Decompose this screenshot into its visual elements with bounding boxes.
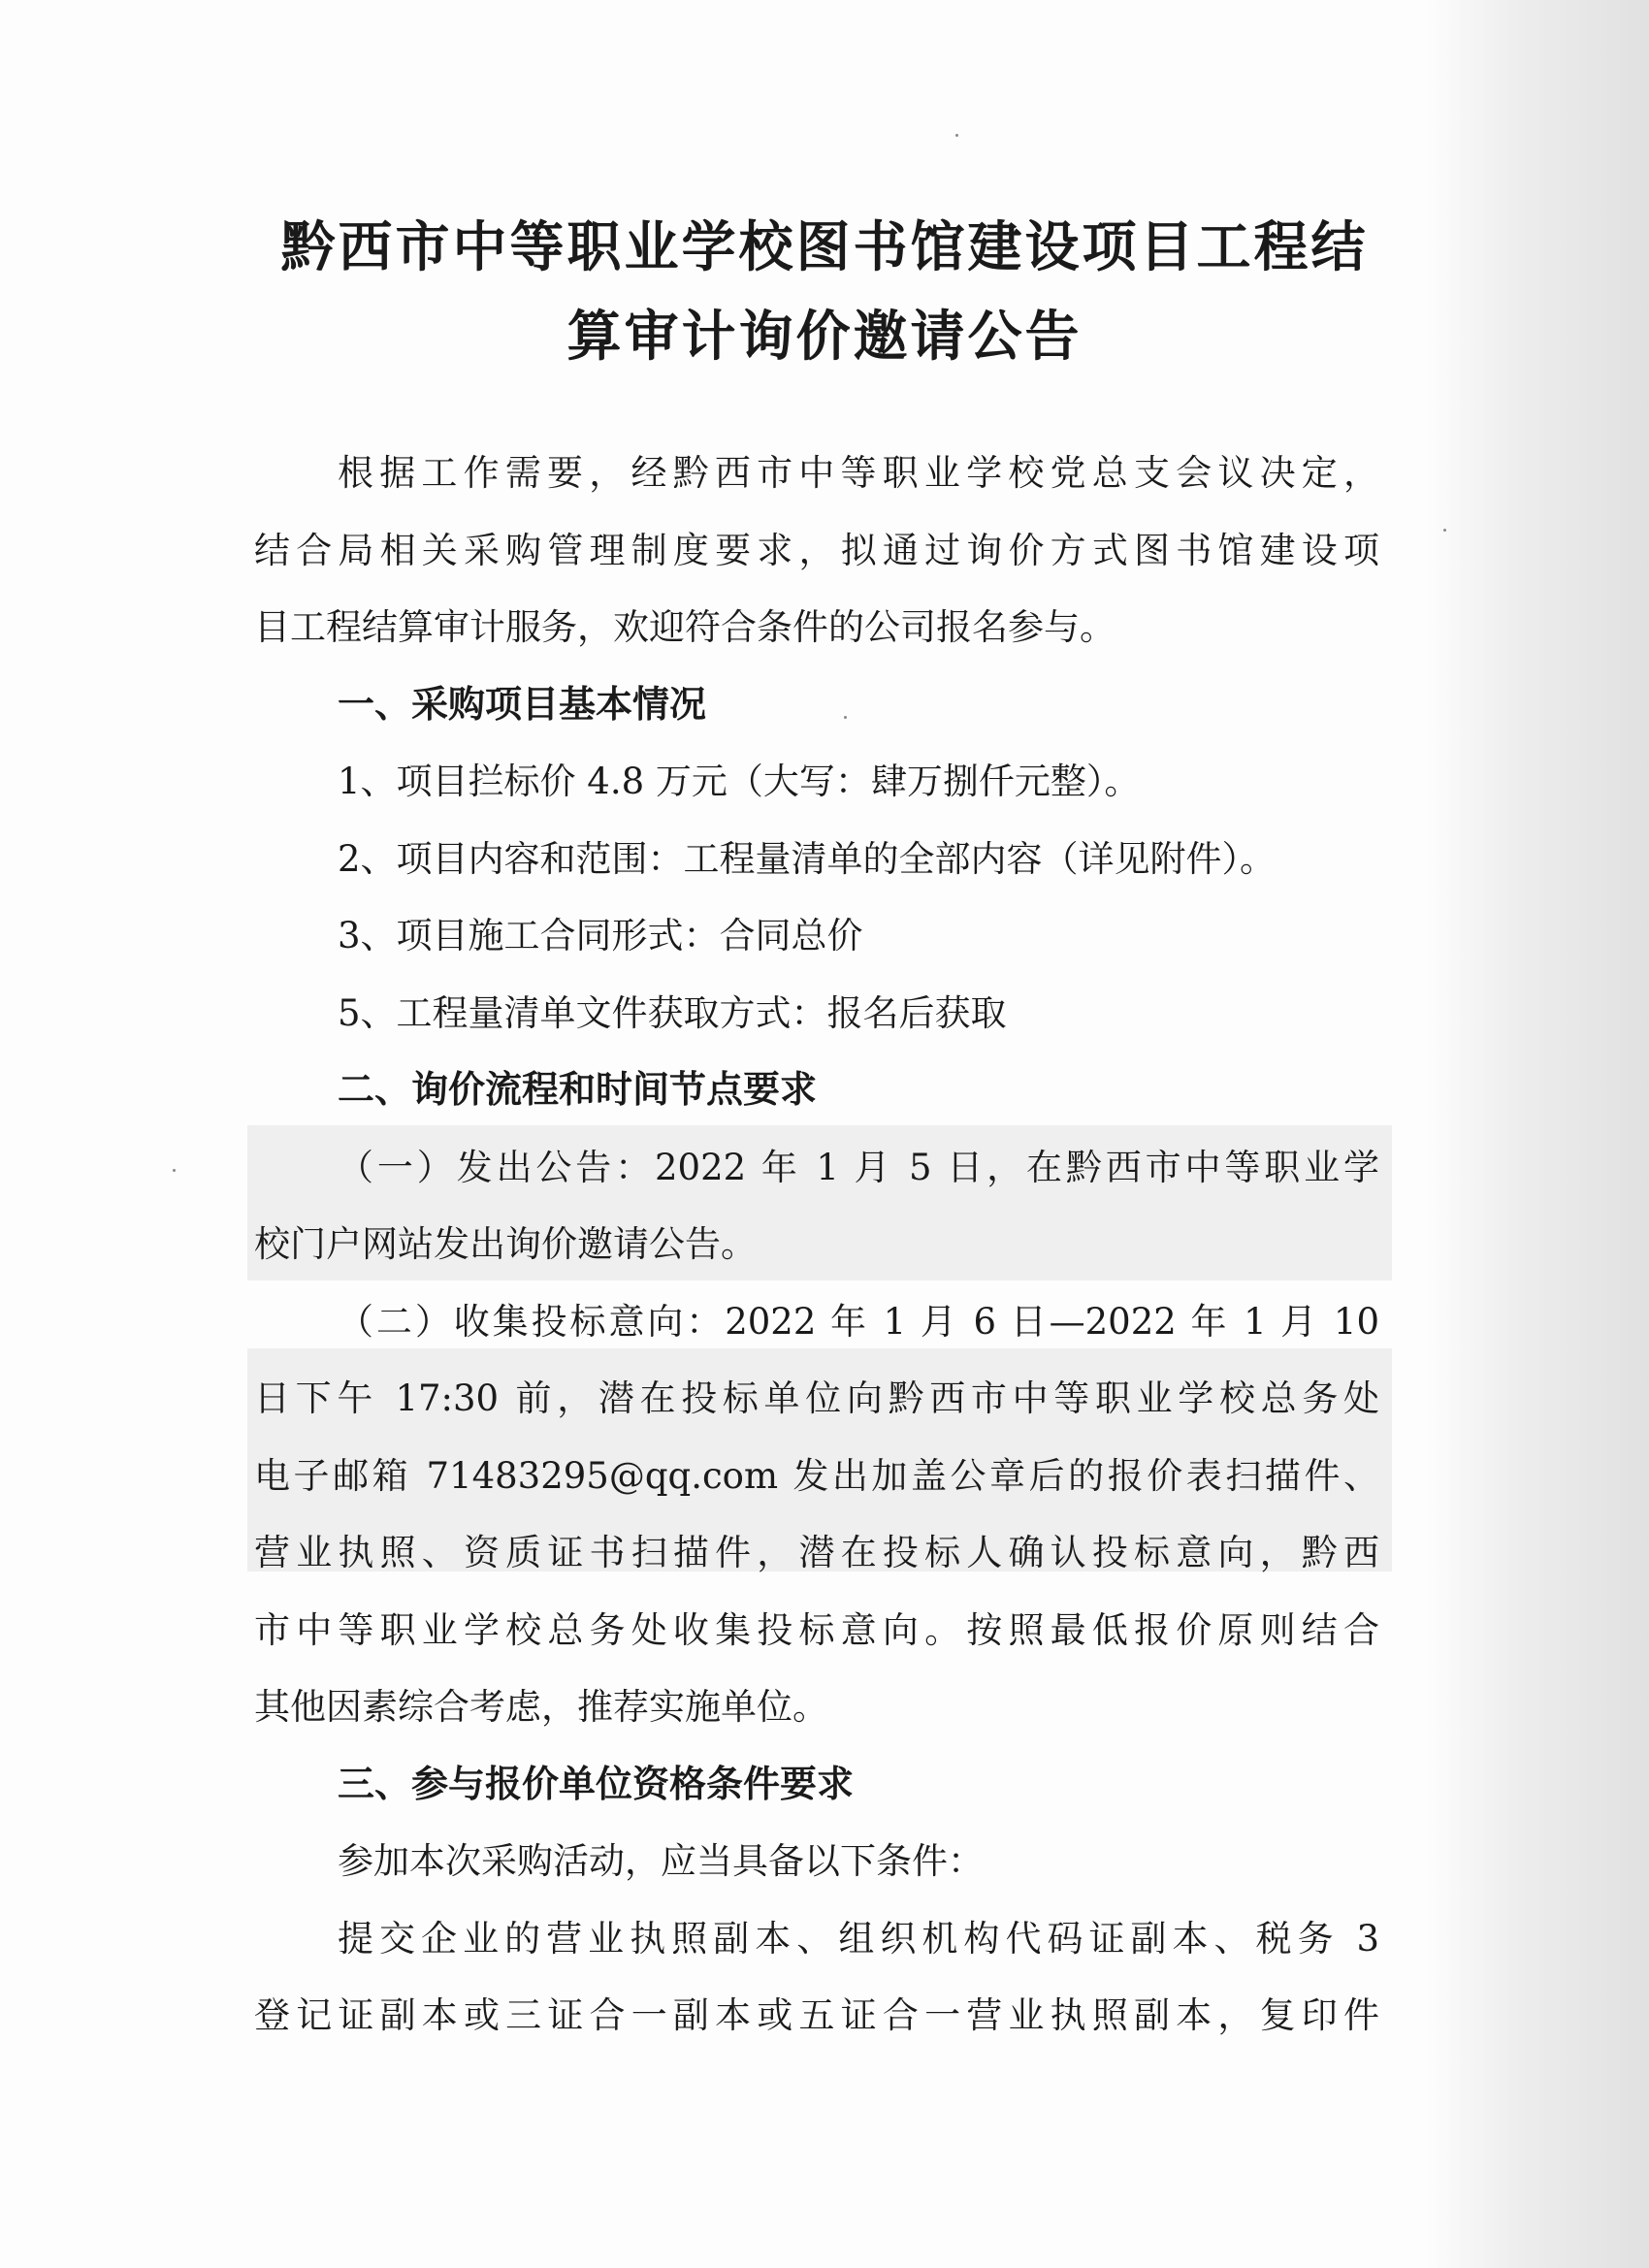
section-heading-2: 二、询价流程和时间节点要求 bbox=[338, 1068, 818, 1111]
section-heading-3: 三、参与报价单位资格条件要求 bbox=[338, 1762, 855, 1805]
scan-shadow bbox=[1426, 0, 1649, 2268]
section-3-paragraph bbox=[254, 1900, 1379, 2055]
section-2-paragraph-1 bbox=[254, 1129, 1379, 1283]
title-line-2: 算审计询价邀请公告 bbox=[566, 306, 1083, 369]
paragraph-line: 其他因素综合考虑，推荐实施单位。 bbox=[254, 1686, 828, 1728]
scan-speck bbox=[1443, 529, 1446, 532]
section-1-items bbox=[254, 743, 1379, 1052]
intro-line: 根据工作需要，经黔西市中等职业学校党总支会议决定， bbox=[338, 452, 1379, 494]
title-line-1: 黔西市中等职业学校图书馆建设项目工程结 bbox=[280, 216, 1369, 279]
paragraph-line: 校门户网站发出询价邀请公告。 bbox=[254, 1223, 757, 1265]
intro-line: 结合局相关采购管理制度要求，拟通过询价方式图书馆建设项 bbox=[254, 529, 1379, 571]
document-body bbox=[254, 435, 1379, 2055]
scan-speck bbox=[955, 134, 958, 137]
intro-line: 目工程结算审计服务，欢迎符合条件的公司报名参与。 bbox=[254, 606, 1116, 648]
section-2-paragraph-2 bbox=[254, 1283, 1379, 1746]
intro-paragraph bbox=[254, 435, 1379, 666]
document-title bbox=[233, 204, 1416, 382]
paragraph-line: 电子邮箱 71483295@qq.com 发出加盖公章后的报价表扫描件、 bbox=[254, 1454, 1379, 1497]
list-item: 3、项目施工合同形式：合同总价 bbox=[338, 915, 863, 956]
paragraph-line: （一）发出公告：2022 年 1 月 5 日，在黔西市中等职业学 bbox=[338, 1146, 1379, 1188]
list-item: 2、项目内容和范围：工程量清单的全部内容（详见附件）。 bbox=[338, 837, 1277, 880]
paragraph-line: 提交企业的营业执照副本、组织机构代码证副本、税务 3 bbox=[338, 1917, 1379, 1960]
paragraph-line: 参加本次采购活动，应当具备以下条件： bbox=[338, 1840, 984, 1882]
paragraph-line: 营业执照、资质证书扫描件，潜在投标人确认投标意向，黔西 bbox=[254, 1532, 1379, 1573]
paragraph-line: （二）收集投标意向：2022 年 1 月 6 日—2022 年 1 月 10 bbox=[338, 1300, 1379, 1343]
paragraph-line: 日下午 17:30 前，潜在投标单位向黔西市中等职业学校总务处 bbox=[254, 1377, 1379, 1419]
section-heading-1: 一、采购项目基本情况 bbox=[338, 682, 707, 726]
list-item: 1、项目拦标价 4.8 万元（大写：肆万捌仟元整）。 bbox=[338, 761, 1141, 802]
section-3-intro bbox=[254, 1823, 1379, 1900]
paragraph-line: 登记证副本或三证合一副本或五证合一营业执照副本，复印件 bbox=[254, 1994, 1379, 2036]
paragraph-line: 市中等职业学校总务处收集投标意向。按照最低报价原则结合 bbox=[254, 1608, 1379, 1651]
scan-speck bbox=[173, 1169, 176, 1172]
list-item: 5、工程量清单文件获取方式：报名后获取 bbox=[338, 991, 1007, 1034]
